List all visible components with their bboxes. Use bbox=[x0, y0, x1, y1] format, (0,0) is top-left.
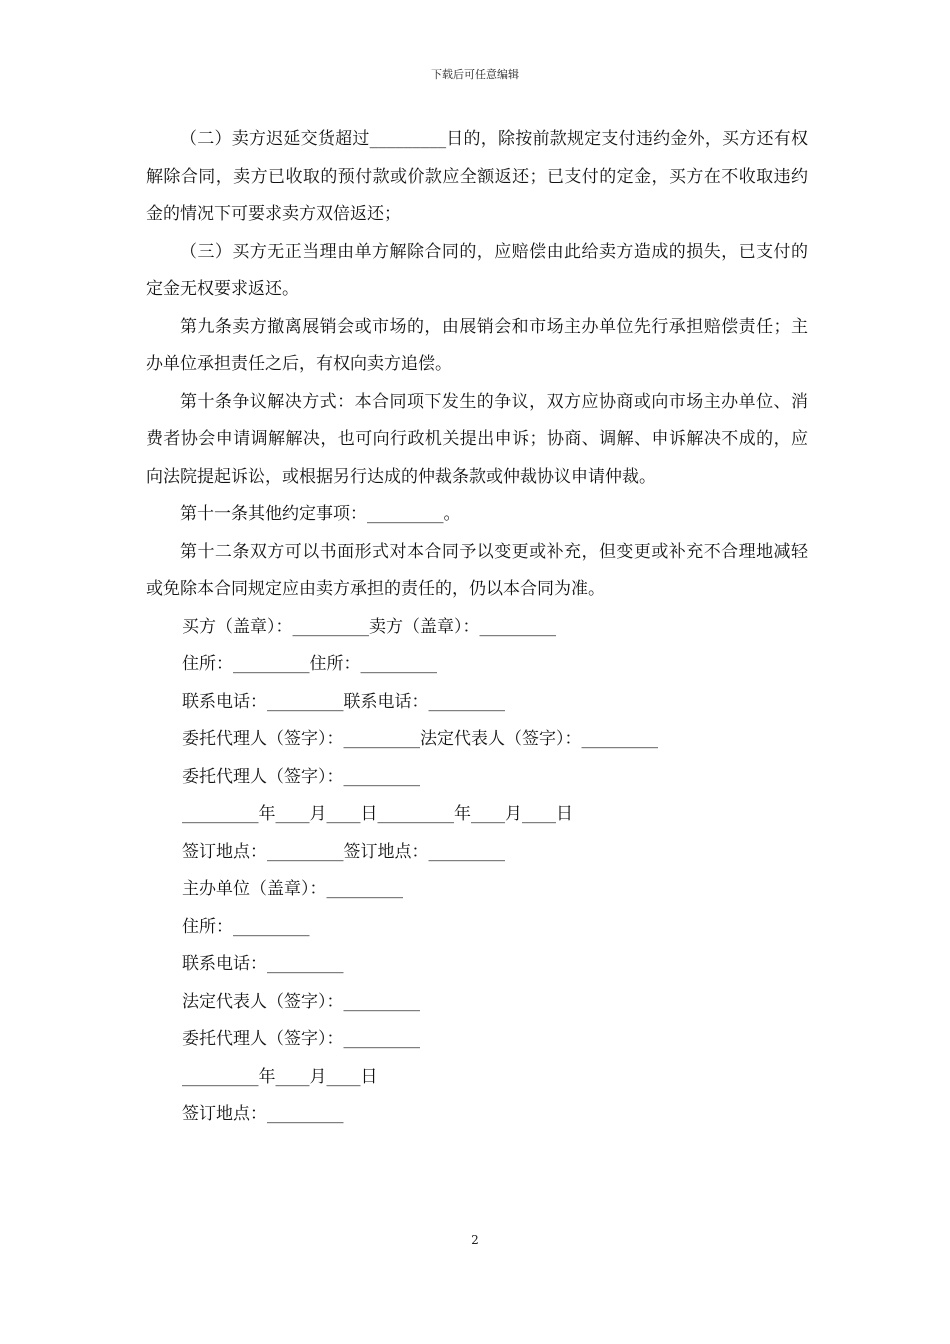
organizer-address-line: 住所：_________ bbox=[182, 916, 310, 937]
organizer-seal-line: 主办单位（盖章）：_________ bbox=[182, 879, 403, 899]
signature-line-address: 住所：_________住所：_________ bbox=[182, 654, 437, 674]
organizer-agent-line: 委托代理人（签字）：_________ bbox=[182, 1029, 420, 1049]
organizer-legal-rep-line: 法定代表人（签字）：_________ bbox=[182, 991, 420, 1012]
page-number: 2 bbox=[471, 1233, 479, 1247]
signature-line-dates: _________年____月____日_________年____月____日 bbox=[182, 804, 573, 824]
document-body bbox=[146, 121, 808, 1134]
organizer-phone-line: 联系电话：_________ bbox=[182, 954, 344, 974]
clause-paragraph: 第十一条其他约定事项：_________。 bbox=[180, 504, 461, 524]
clause-paragraph: 第十条争议解决方式：本合同项下发生的争议，双方应协商或向市场主办单位、消费者协会申请调解解决，也可向行政机关提出申诉；协商、调解、申诉解决不成的，应向法院提起诉讼，或根据另行达成的仲裁条款或仲裁协议申请仲裁。 bbox=[146, 391, 808, 487]
signature-line-place: 签订地点：_________签订地点：_________ bbox=[182, 841, 505, 862]
clause-paragraph: （三）买方无正当理由单方解除合同的，应赔偿由此给卖方造成的损失，已支付的定金无权要求返还。 bbox=[146, 241, 808, 299]
clause-paragraph: （二）卖方迟延交货超过_________日的，除按前款规定支付违约金外，买方还有权解除合同，卖方已收取的预付款或价款应全额返还；已支付的定金，买方在不收取违约金的情况下可要求卖方双倍返还； bbox=[146, 129, 808, 224]
signature-line-representatives: 委托代理人（签字）：_________法定代表人（签字）：_________ bbox=[182, 729, 658, 749]
organizer-place-line: 签订地点：_________ bbox=[182, 1104, 344, 1124]
clause-paragraph: 第九条卖方撤离展销会或市场的，由展销会和市场主办单位先行承担赔偿责任；主办单位承担责任之后，有权向卖方追偿。 bbox=[146, 316, 808, 374]
signature-line-party-seals: 买方（盖章）：_________卖方（盖章）：_________ bbox=[182, 616, 556, 637]
organizer-date-line: _________年____月____日 bbox=[182, 1066, 378, 1087]
signature-line-agent: 委托代理人（签字）：_________ bbox=[182, 766, 420, 787]
clause-paragraph: 第十二条双方可以书面形式对本合同予以变更或补充，但变更或补充不合理地减轻或免除本合同规定应由卖方承担的责任的，仍以本合同为准。 bbox=[146, 541, 808, 599]
page-header: 下载后可任意编辑 bbox=[431, 68, 519, 81]
signature-block bbox=[146, 609, 808, 1134]
signature-line-phone: 联系电话：_________联系电话：_________ bbox=[182, 691, 505, 712]
